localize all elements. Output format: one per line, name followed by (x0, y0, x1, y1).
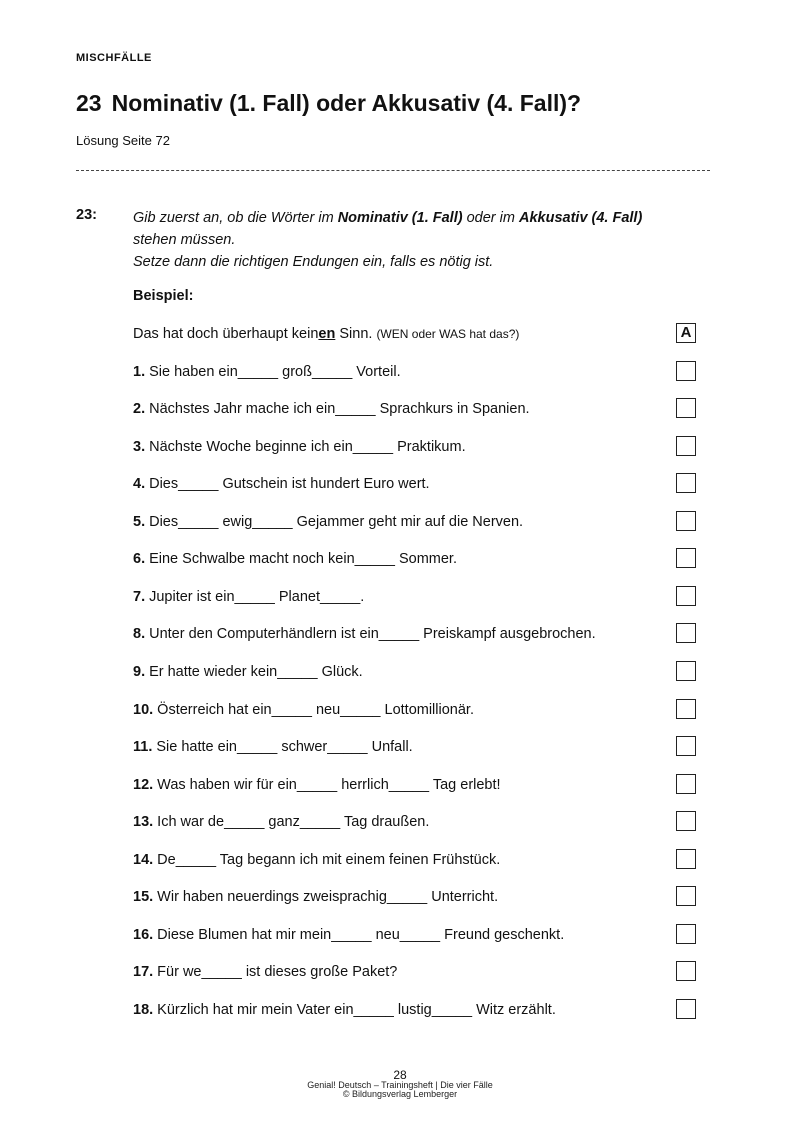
exercise-row (133, 585, 698, 609)
exercise-text: Sie haben ein_____ groß_____ Vorteil. (149, 364, 401, 380)
example-text-end: Sinn. (335, 326, 377, 342)
exercise-number: 17. (133, 964, 154, 980)
answer-checkbox[interactable] (676, 699, 696, 719)
task-instructions (133, 207, 713, 273)
section-label: MISCHFÄLLE (76, 52, 152, 64)
answer-checkbox[interactable] (676, 849, 696, 869)
page-title (76, 90, 581, 117)
answer-checkbox[interactable] (676, 398, 696, 418)
exercise-row (133, 698, 698, 722)
exercise-text: Dies_____ Gutschein ist hundert Euro wert. (149, 476, 430, 492)
exercise-row (133, 735, 698, 759)
instruction-case-nominativ: Nominativ (1. Fall) (337, 210, 463, 226)
instruction-line-3: Setze dann die richtigen Endungen ein, falls es nötig ist. (133, 254, 494, 270)
exercise-number: 2. (133, 401, 146, 417)
exercise-row (133, 810, 698, 834)
exercise-row (133, 923, 698, 947)
exercise-number: 7. (133, 589, 146, 605)
exercise-number: 8. (133, 626, 146, 642)
exercise-text: Dies_____ ewig_____ Gejammer geht mir auf die Nerven. (149, 514, 524, 530)
title-text: Nominativ (1. Fall) oder Akkusativ (4. Fall)? (111, 90, 582, 116)
example-text: Das hat doch überhaupt kein (133, 326, 319, 342)
answer-checkbox[interactable] (676, 999, 696, 1019)
exercise-row (133, 885, 698, 909)
answer-checkbox[interactable] (676, 548, 696, 568)
answer-checkbox[interactable] (676, 924, 696, 944)
example-row (133, 322, 698, 346)
answer-checkbox[interactable] (676, 361, 696, 381)
example-ending: en (318, 326, 336, 342)
instruction-line-1 (133, 207, 713, 229)
example-answer-box: A (676, 323, 696, 343)
exercise-number: 10. (133, 702, 154, 718)
exercise-text: Wir haben neuerdings zweisprachig_____ Unterricht. (157, 889, 499, 905)
footer-copyright: © Bildungsverlag Lemberger (342, 1089, 458, 1099)
answer-checkbox[interactable] (676, 886, 696, 906)
answer-checkbox[interactable] (676, 586, 696, 606)
instruction-line-2: stehen müssen. (133, 232, 236, 248)
task-number: 23: (76, 207, 97, 223)
exercise-number: 14. (133, 852, 154, 868)
exercise-row (133, 397, 698, 421)
exercise-number: 16. (133, 927, 154, 943)
exercise-text: Sie hatte ein_____ schwer_____ Unfall. (156, 739, 413, 755)
exercise-number: 18. (133, 1002, 154, 1018)
exercise-number: 15. (133, 889, 154, 905)
footer-series-title: Genial! Deutsch – Trainingsheft | Die vier Fälle (307, 1080, 493, 1090)
answer-checkbox[interactable] (676, 961, 696, 981)
exercise-row (133, 547, 698, 571)
example-question-note: (WEN oder WAS hat das?) (376, 327, 520, 341)
exercise-row (133, 510, 698, 534)
answer-checkbox[interactable] (676, 811, 696, 831)
exercise-text: Jupiter ist ein_____ Planet_____. (149, 589, 365, 605)
exercise-text: Nächste Woche beginne ich ein_____ Praktikum. (149, 439, 466, 455)
instruction-case-akkusativ: Akkusativ (4. Fall) (519, 210, 643, 226)
exercise-row (133, 998, 698, 1022)
answer-checkbox[interactable] (676, 774, 696, 794)
page-number: 28 (393, 1068, 407, 1082)
instruction-text: oder im (462, 210, 519, 226)
solution-reference: Lösung Seite 72 (76, 133, 170, 148)
answer-checkbox[interactable] (676, 436, 696, 456)
exercise-text: Ich war de_____ ganz_____ Tag draußen. (157, 814, 430, 830)
exercise-text: Kürzlich hat mir mein Vater ein_____ lustig_____ Witz erzählt. (157, 1002, 556, 1018)
exercise-number: 6. (133, 551, 146, 567)
answer-checkbox[interactable] (676, 661, 696, 681)
answer-checkbox[interactable] (676, 623, 696, 643)
footer-credits (0, 1081, 800, 1099)
exercise-number: 1. (133, 364, 146, 380)
exercise-text: Diese Blumen hat mir mein_____ neu_____ Freund geschenkt. (157, 927, 565, 943)
exercise-text: Er hatte wieder kein_____ Glück. (149, 664, 363, 680)
exercise-number: 3. (133, 439, 146, 455)
exercise-text: Für we_____ ist dieses große Paket? (157, 964, 398, 980)
exercise-row (133, 848, 698, 872)
exercise-row (133, 960, 698, 984)
dashed-divider (76, 170, 710, 171)
exercise-text: Eine Schwalbe macht noch kein_____ Sommer. (149, 551, 457, 567)
exercise-number: 9. (133, 664, 146, 680)
exercise-row (133, 622, 698, 646)
exercise-text: Nächstes Jahr mache ich ein_____ Sprachkurs in Spanien. (149, 401, 530, 417)
exercise-text: Was haben wir für ein_____ herrlich_____ Tag erlebt! (157, 777, 501, 793)
exercise-text: Österreich hat ein_____ neu_____ Lottomillionär. (157, 702, 474, 718)
exercise-number: 12. (133, 777, 154, 793)
exercise-number: 11. (133, 739, 153, 755)
title-number: 23 (76, 90, 102, 116)
instruction-text: Gib zuerst an, ob die Wörter im (133, 210, 338, 226)
exercise-text: De_____ Tag begann ich mit einem feinen Frühstück. (157, 852, 501, 868)
exercise-row (133, 472, 698, 496)
exercise-row (133, 773, 698, 797)
exercise-row (133, 360, 698, 384)
exercise-number: 4. (133, 476, 146, 492)
example-label: Beispiel: (133, 288, 194, 304)
exercise-text: Unter den Computerhändlern ist ein_____ Preiskampf ausgebrochen. (149, 626, 596, 642)
answer-checkbox[interactable] (676, 511, 696, 531)
answer-checkbox[interactable] (676, 473, 696, 493)
exercise-row (133, 435, 698, 459)
exercise-number: 5. (133, 514, 146, 530)
answer-checkbox[interactable] (676, 736, 696, 756)
exercise-row (133, 660, 698, 684)
exercise-number: 13. (133, 814, 154, 830)
